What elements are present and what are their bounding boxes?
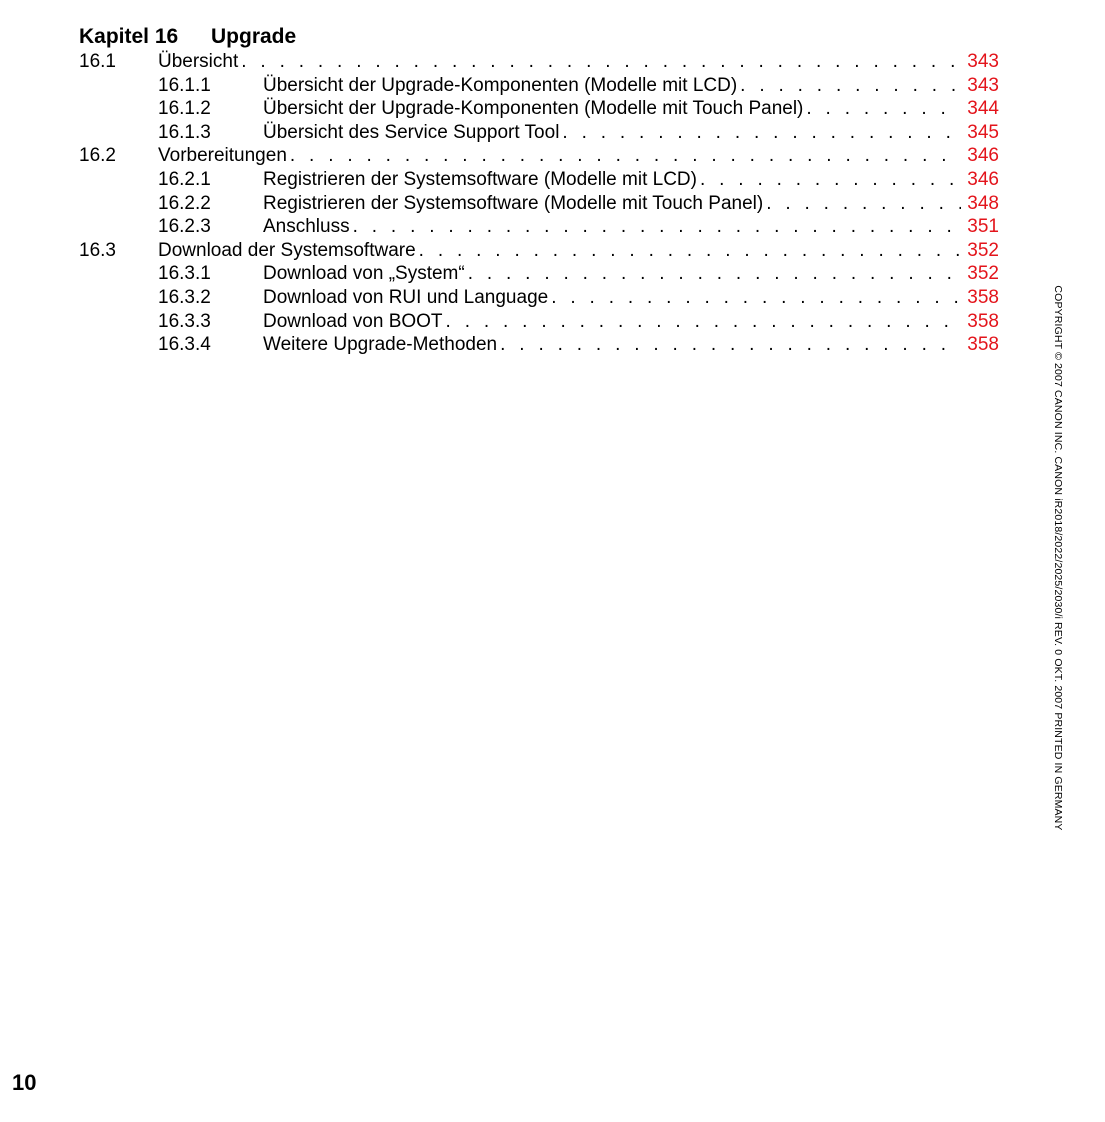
toc-page-link[interactable]: 351 [967, 216, 999, 238]
toc-page-link[interactable]: 352 [967, 263, 999, 285]
toc-entry-number: 16.1.3 [158, 121, 211, 143]
toc-entry-title: Übersicht [158, 51, 239, 72]
dot-leader [500, 333, 961, 357]
chapter-title: Upgrade [211, 25, 297, 48]
toc-entry-title: Übersicht der Upgrade-Komponenten (Modelle mit Touch Panel) [263, 98, 804, 120]
toc-entry-title: Registrieren der Systemsoftware (Modelle mit Touch Panel) [263, 192, 764, 214]
dot-leader [446, 310, 961, 334]
chapter-label: Kapitel 16 [79, 25, 179, 48]
toc-entry[interactable] [79, 168, 999, 192]
dot-leader [562, 121, 961, 145]
toc-entry[interactable] [79, 97, 999, 121]
toc-page-link[interactable]: 345 [967, 121, 999, 143]
dot-leader [468, 262, 961, 286]
toc-entry[interactable] [79, 74, 999, 98]
toc-entry-title: Anschluss [263, 216, 350, 238]
dot-leader [740, 74, 961, 98]
dot-leader [353, 215, 961, 239]
copyright-notice: COPYRIGHT © 2007 CANON INC. CANON iR2018/2022/2025/2030/i REV. 0 OKT. 2007 PRINTED IN GERMANY [1052, 285, 1064, 831]
toc-entry[interactable] [79, 286, 999, 310]
chapter-heading [79, 24, 296, 50]
toc-entry-title: Vorbereitungen [158, 145, 287, 167]
dot-leader [766, 192, 961, 216]
toc-entry-number: 16.2.3 [158, 216, 211, 238]
table-of-contents [79, 50, 999, 357]
toc-entry-number: 16.2.1 [158, 168, 211, 190]
toc-entry-number: 16.3.1 [158, 263, 211, 285]
toc-entry-title: Übersicht der Upgrade-Komponenten (Modelle mit LCD) [263, 74, 738, 96]
toc-entry[interactable] [79, 262, 999, 286]
toc-page-link[interactable]: 358 [967, 286, 999, 308]
toc-entry[interactable] [79, 239, 999, 263]
page-number: 10 [12, 1070, 37, 1095]
toc-entry[interactable] [79, 310, 999, 334]
toc-page-link[interactable]: 358 [967, 310, 999, 332]
toc-entry[interactable] [79, 215, 999, 239]
toc-page-link[interactable]: 343 [967, 51, 999, 72]
toc-entry-number: 16.2 [79, 145, 116, 167]
dot-leader [806, 97, 961, 121]
toc-entry[interactable] [79, 144, 999, 168]
toc-entry-number: 16.3.3 [158, 310, 211, 332]
toc-entry-number: 16.1 [79, 51, 116, 72]
toc-page-link[interactable]: 346 [967, 168, 999, 190]
toc-page-link[interactable]: 348 [967, 192, 999, 214]
toc-entry-number: 16.3 [79, 239, 116, 261]
toc-entry-title: Download von RUI und Language [263, 286, 549, 308]
toc-entry[interactable] [79, 50, 999, 74]
toc-page-link[interactable]: 358 [967, 334, 999, 356]
toc-entry-number: 16.2.2 [158, 192, 211, 214]
toc-entry[interactable] [79, 333, 999, 357]
dot-leader [551, 286, 961, 310]
toc-entry-title: Übersicht des Service Support Tool [263, 121, 560, 143]
toc-entry-title: Download von BOOT [263, 310, 443, 332]
toc-entry-title: Weitere Upgrade-Methoden [263, 334, 498, 356]
toc-entry-title: Download von „System“ [263, 263, 465, 285]
dot-leader [290, 144, 961, 168]
toc-page-link[interactable]: 344 [967, 98, 999, 120]
toc-entry-number: 16.3.2 [158, 286, 211, 308]
toc-page-link[interactable]: 346 [967, 145, 999, 167]
toc-entry-title: Registrieren der Systemsoftware (Modelle mit LCD) [263, 168, 697, 190]
toc-entry-number: 16.1.2 [158, 98, 211, 120]
toc-entry-title: Download der Systemsoftware [158, 239, 416, 261]
toc-entry[interactable] [79, 121, 999, 145]
dot-leader [700, 168, 961, 192]
toc-entry-number: 16.1.1 [158, 74, 211, 96]
toc-entry-number: 16.3.4 [158, 334, 211, 356]
dot-leader [419, 239, 961, 263]
toc-page-link[interactable]: 343 [967, 74, 999, 96]
dot-leader [241, 50, 961, 74]
toc-entry[interactable] [79, 192, 999, 216]
toc-page-link[interactable]: 352 [967, 239, 999, 261]
